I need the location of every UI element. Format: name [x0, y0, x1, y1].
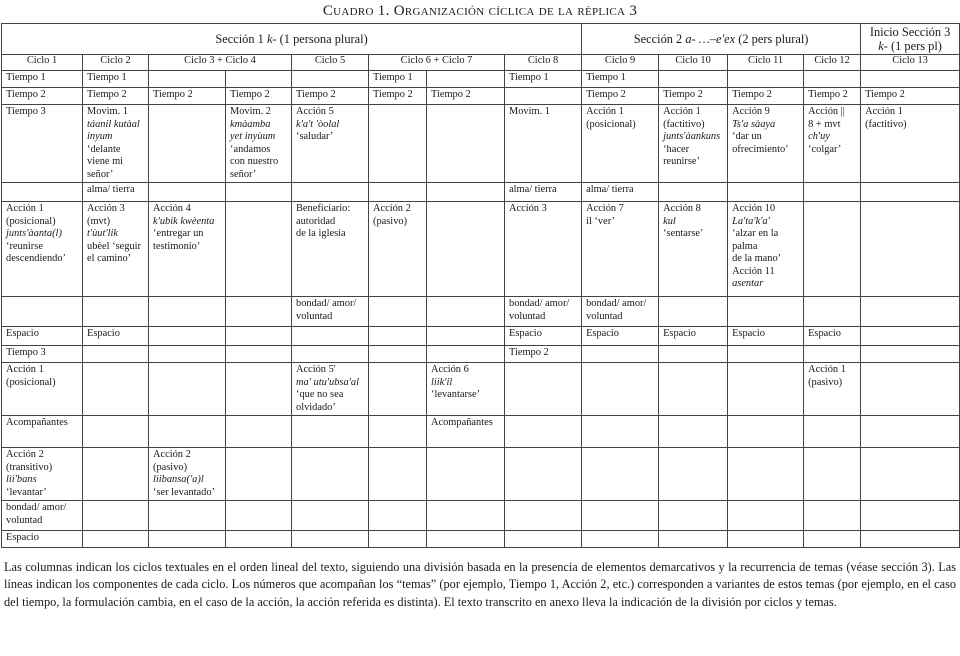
table-cell: Acción 1 (pasivo) [804, 363, 861, 416]
table-cell [83, 448, 149, 501]
table-cell [369, 297, 427, 327]
table-cell [149, 416, 226, 448]
table-cell [83, 363, 149, 416]
table-cell: Movim. 1 [505, 105, 582, 183]
table-cell [369, 531, 427, 548]
table-cell [659, 363, 728, 416]
table-row [2, 448, 960, 501]
table-cell: Tiempo 2 [149, 88, 226, 105]
table-cell [804, 501, 861, 531]
table-row [2, 501, 960, 531]
table-cell [505, 531, 582, 548]
table-cell: Acción 3 [505, 202, 582, 297]
table-cell [2, 297, 83, 327]
table-cell [659, 346, 728, 363]
table-cell: Tiempo 3 [2, 105, 83, 183]
table-cell [861, 71, 960, 88]
table-cell [226, 71, 292, 88]
table-cell [427, 448, 505, 501]
table-cell [804, 183, 861, 202]
table-cell: Tiempo 2 [728, 88, 804, 105]
table-cell: Espacio [2, 327, 83, 346]
table-cell: Espacio [505, 327, 582, 346]
table-cell [582, 346, 659, 363]
table-cell [659, 183, 728, 202]
table-cell [659, 531, 728, 548]
table-row [2, 71, 960, 88]
table-cell: Movim. 2 kmàamba yet inyùum ‘andamos con nuestro señor’ [226, 105, 292, 183]
cycle-header: Ciclo 13 [861, 55, 960, 71]
table-cell: Tiempo 2 [427, 88, 505, 105]
cycle-header: Ciclo 3 + Ciclo 4 [149, 55, 292, 71]
table-cell: Acción 2 (pasivo) liibansa('a)l ‘ser levantado’ [149, 448, 226, 501]
table-cell [505, 448, 582, 501]
table-cell [226, 297, 292, 327]
table-cell [149, 71, 226, 88]
table-cell [149, 531, 226, 548]
table-cell [369, 346, 427, 363]
table-cell [728, 501, 804, 531]
table-cell [582, 363, 659, 416]
table-cell [861, 416, 960, 448]
table-cell [861, 327, 960, 346]
table-cell: Tiempo 2 [292, 88, 369, 105]
table-cell: Acción 1 (posicional) [582, 105, 659, 183]
table-cell: Espacio [728, 327, 804, 346]
table-cell [83, 531, 149, 548]
table-cell [292, 346, 369, 363]
table-row [2, 327, 960, 346]
table-cell: Acción 5' ma' utu'ubsa'al ‘que no sea olvidado’ [292, 363, 369, 416]
table-row [2, 346, 960, 363]
table-cell [226, 346, 292, 363]
table-cell: Acción 10 La'ta'k'a' ‘alzar en la palma de la mano’ Acción 11 asentar [728, 202, 804, 297]
table-cell: Tiempo 2 [582, 88, 659, 105]
table-cell [83, 416, 149, 448]
table-cell [226, 202, 292, 297]
table-cell [659, 297, 728, 327]
table-cell: Tiempo 1 [2, 71, 83, 88]
table-cell [149, 183, 226, 202]
table-cell [804, 71, 861, 88]
table-cell [505, 416, 582, 448]
table-cell [804, 297, 861, 327]
table-cell [505, 363, 582, 416]
table-cell: Espacio [659, 327, 728, 346]
table-cell [292, 531, 369, 548]
table-cell [804, 531, 861, 548]
table-cell [369, 327, 427, 346]
table-cell: Acción 1 (factitivo) [861, 105, 960, 183]
table-row [2, 297, 960, 327]
table-cell: alma/ tierra [83, 183, 149, 202]
table-cell [427, 501, 505, 531]
cycle-header: Ciclo 6 + Ciclo 7 [369, 55, 505, 71]
table-cell: Espacio [2, 531, 83, 548]
table-cell: Acción 2 (transitivo) lii'bans ‘levantar’ [2, 448, 83, 501]
table-cell [149, 105, 226, 183]
section-2-header: Sección 2 a- …–e'ex (2 pers plural) [582, 24, 861, 55]
table-cell: Beneficiario: autoridad de la iglesia [292, 202, 369, 297]
table-caption: Las columnas indican los ciclos textuales en el orden lineal del texto, siguiendo una división basada en la presencia de elementos demarcativos y la recurrencia de temas (véase sección 3). Las líneas indican los componentes de cada ciclo. Los números que acompañan los “temas” (por ejemplo, Tiempo 1, Acción 2, etc.) corresponden a variantes de estos temas (por ejemplo, en el caso del tiempo, la formulación cambia, en el caso de la acción, la acción referida es distinta). El texto transcrito en anexo lleva la indicación de la división por ciclos y temas. [4, 560, 956, 609]
table-cell [728, 297, 804, 327]
table-cell: Acompañantes [2, 416, 83, 448]
cycle-header: Ciclo 11 [728, 55, 804, 71]
table-cell: Espacio [804, 327, 861, 346]
table-cell: alma/ tierra [505, 183, 582, 202]
table-cell [369, 416, 427, 448]
section-header-row [2, 24, 960, 55]
table-cell [369, 448, 427, 501]
table-cell [427, 202, 505, 297]
table-cell: Acción 7 il ‘ver’ [582, 202, 659, 297]
table-cell [804, 346, 861, 363]
table-cell [728, 346, 804, 363]
table-cell [861, 202, 960, 297]
table-cell: Acción 2 (pasivo) [369, 202, 427, 297]
cycle-header: Ciclo 2 [83, 55, 149, 71]
cycle-header: Ciclo 5 [292, 55, 369, 71]
table-cell [292, 448, 369, 501]
table-cell: Tiempo 2 [804, 88, 861, 105]
table-row [2, 105, 960, 183]
table-cell [659, 501, 728, 531]
table-cell [861, 297, 960, 327]
table-cell [149, 297, 226, 327]
table-cell: Tiempo 1 [83, 71, 149, 88]
table-cell: Tiempo 2 [659, 88, 728, 105]
table-cell: Acción 8 kul ‘sentarse’ [659, 202, 728, 297]
table-cell [369, 363, 427, 416]
table-row [2, 88, 960, 105]
table-cell [804, 448, 861, 501]
table-cell: Movim. 1 táanil kutàal inyum ‘delante viene mi señor’ [83, 105, 149, 183]
table-cell [226, 448, 292, 501]
table-cell [226, 416, 292, 448]
table-cell [226, 327, 292, 346]
table-cell: Espacio [83, 327, 149, 346]
table-cell: Tiempo 2 [369, 88, 427, 105]
table-cell [292, 416, 369, 448]
table-cell [728, 363, 804, 416]
table-cell [149, 346, 226, 363]
table-cell: bondad/ amor/ voluntad [582, 297, 659, 327]
table-row [2, 202, 960, 297]
cycle-table [1, 23, 960, 548]
table-cell [427, 183, 505, 202]
table-cell: Acción 1 (posicional) [2, 363, 83, 416]
table-cell [149, 501, 226, 531]
table-cell: bondad/ amor/ voluntad [2, 501, 83, 531]
table-cell: Acción 5 k'a't 'òolal ‘saludar’ [292, 105, 369, 183]
table-cell [659, 448, 728, 501]
table-cell [226, 183, 292, 202]
table-cell [659, 416, 728, 448]
table-cell [292, 183, 369, 202]
table-cell: Acción || 8 + mvt ch'uy ‘colgar’ [804, 105, 861, 183]
table-cell [861, 183, 960, 202]
cycle-header: Ciclo 10 [659, 55, 728, 71]
table-cell [728, 531, 804, 548]
table-cell: Acción 9 Ts'a sàaya ‘dar un ofrecimiento’ [728, 105, 804, 183]
table-cell [427, 327, 505, 346]
table-cell [427, 531, 505, 548]
table-cell: bondad/ amor/ voluntad [292, 297, 369, 327]
table-cell [427, 105, 505, 183]
table-cell: Tiempo 2 [861, 88, 960, 105]
table-cell [728, 183, 804, 202]
table-cell [582, 416, 659, 448]
table-cell: Acción 1 (factitivo) junts'àankuns ‘hacer reunirse’ [659, 105, 728, 183]
table-cell [2, 183, 83, 202]
table-row [2, 183, 960, 202]
table-cell: Acompañantes [427, 416, 505, 448]
table-cell [83, 346, 149, 363]
table-cell: Acción 4 k'ubik kwèenta ‘entregar un testimonio’ [149, 202, 226, 297]
table-cell [83, 297, 149, 327]
table-title: Cuadro 1. Organización cíclica de la réplica 3 [322, 3, 638, 19]
section-3-header: Inicio Sección 3 k- (1 pers pl) [861, 24, 960, 55]
table-cell: Tiempo 2 [505, 346, 582, 363]
table-cell [83, 501, 149, 531]
table-cell [659, 71, 728, 88]
table-cell: Acción 6 liik'il ‘levantarse’ [427, 363, 505, 416]
table-cell [149, 363, 226, 416]
table-row [2, 416, 960, 448]
table-cell [582, 501, 659, 531]
table-cell [292, 327, 369, 346]
table-cell [861, 346, 960, 363]
table-cell [505, 88, 582, 105]
table-cell: Tiempo 1 [582, 71, 659, 88]
table-cell [369, 501, 427, 531]
cycle-header: Ciclo 9 [582, 55, 659, 71]
table-cell: bondad/ amor/ voluntad [505, 297, 582, 327]
table-cell [861, 501, 960, 531]
table-cell [369, 183, 427, 202]
table-cell [505, 501, 582, 531]
table-cell [861, 363, 960, 416]
table-cell: Tiempo 2 [226, 88, 292, 105]
table-cell [861, 448, 960, 501]
table-cell [427, 71, 505, 88]
table-cell [582, 448, 659, 501]
table-cell: Tiempo 1 [369, 71, 427, 88]
table-cell [149, 327, 226, 346]
table-cell [226, 531, 292, 548]
table-cell [427, 346, 505, 363]
table-cell [582, 531, 659, 548]
cycle-header: Ciclo 8 [505, 55, 582, 71]
table-row [2, 531, 960, 548]
table-cell: Tiempo 3 [2, 346, 83, 363]
table-cell: Acción 3 (mvt) t'ùut'lik ubèel ‘seguir el camino’ [83, 202, 149, 297]
section-1-header: Sección 1 k- (1 persona plural) [2, 24, 582, 55]
table-cell [292, 71, 369, 88]
table-cell [728, 416, 804, 448]
table-cell: Tiempo 1 [505, 71, 582, 88]
table-cell [861, 531, 960, 548]
table-cell [728, 448, 804, 501]
table-cell [292, 501, 369, 531]
cycle-header: Ciclo 1 [2, 55, 83, 71]
table-cell [804, 202, 861, 297]
table-cell: Acción 1 (posicional) junts'àanta(l) ‘reunirse descendiendo’ [2, 202, 83, 297]
table-cell [226, 501, 292, 531]
table-row [2, 363, 960, 416]
table-cell [427, 297, 505, 327]
table-cell: alma/ tierra [582, 183, 659, 202]
table-cell: Tiempo 2 [2, 88, 83, 105]
table-cell: Espacio [582, 327, 659, 346]
table-cell [226, 363, 292, 416]
table-cell [728, 71, 804, 88]
table-cell [369, 105, 427, 183]
table-cell: Tiempo 2 [83, 88, 149, 105]
cycle-header: Ciclo 12 [804, 55, 861, 71]
cycle-header-row [2, 55, 960, 71]
table-cell [804, 416, 861, 448]
